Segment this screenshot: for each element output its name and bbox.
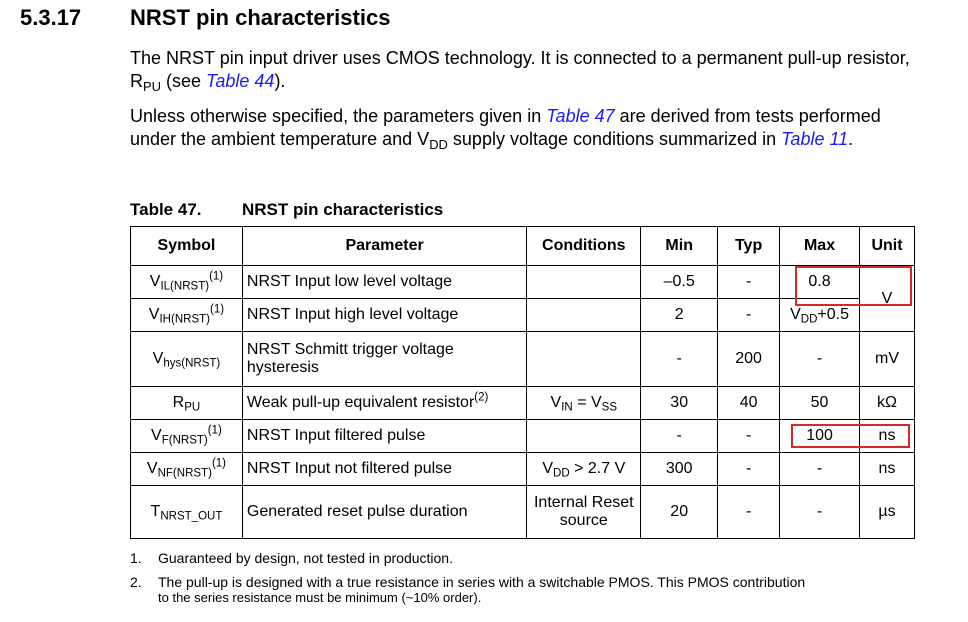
paragraph-conditions: Unless otherwise specified, the parameters given in Table 47 are derived from tests performed under the ambient temperature and $V_{DD}$ supply voltage conditions summarized in Table 11. — [130, 106, 881, 152]
cell-typ: - — [718, 266, 780, 299]
header-max: Max — [780, 227, 860, 266]
link-table-47[interactable]: Table 47 — [546, 106, 615, 126]
section-number: 5.3.17 — [20, 5, 82, 30]
cell-typ: - — [718, 420, 780, 453]
cell-parameter: NRST Schmitt trigger voltage hysteresis — [242, 332, 526, 387]
table-caption-number: Table 47. — [130, 200, 202, 219]
cell-parameter: NRST Input not filtered pulse — [242, 453, 526, 486]
footnote-1: 1. Guaranteed by design, not tested in production. — [130, 550, 453, 566]
cell-max: $V_{DD}+0.5$ — [780, 299, 860, 332]
header-unit: Unit — [860, 227, 915, 266]
cell-unit: ns — [860, 420, 915, 453]
cell-symbol: $V_{hys(NRST)}$ — [131, 332, 243, 387]
cell-parameter: Generated reset pulse duration — [242, 486, 526, 539]
footnote-2: 2. The pull-up is designed with a true resistance in series with a switchable PMOS. This PMOS contribution to the series resistance must be minimum (~10% order). — [130, 574, 806, 605]
cell-unit: µs — [860, 486, 915, 539]
cell-symbol: $V_{IL(NRST)}^{(1)}$ — [131, 266, 243, 299]
cell-min: - — [641, 420, 718, 453]
link-table-44[interactable]: Table 44 — [206, 71, 275, 91]
cell-min: - — [641, 332, 718, 387]
cell-symbol: $V_{IH(NRST)}^{(1)}$ — [131, 299, 243, 332]
cell-symbol: $V_{F(NRST)}^{(1)}$ — [131, 420, 243, 453]
cell-parameter: NRST Input filtered pulse — [242, 420, 526, 453]
header-min: Min — [641, 227, 718, 266]
cell-conditions — [527, 420, 641, 453]
cell-conditions: $V_{DD} > 2.7$ V — [527, 453, 641, 486]
cell-typ: - — [718, 486, 780, 539]
cell-symbol: $R_{PU}$ — [131, 387, 243, 420]
table-row — [131, 486, 915, 539]
cell-typ: - — [718, 453, 780, 486]
header-typ: Typ — [718, 227, 780, 266]
cell-max: - — [780, 332, 860, 387]
cell-max: - — [780, 486, 860, 539]
cell-typ: 200 — [718, 332, 780, 387]
footnotes — [130, 550, 930, 613]
cell-unit: mV — [860, 332, 915, 387]
header-symbol: Symbol — [131, 227, 243, 266]
cell-min: 20 — [641, 486, 718, 539]
cell-max: 100 — [780, 420, 860, 453]
cell-unit: V — [860, 266, 915, 332]
cell-parameter: Weak pull-up equivalent resistor$^{(2)}$ — [242, 387, 526, 420]
header-conditions: Conditions — [527, 227, 641, 266]
cell-typ: - — [718, 299, 780, 332]
section-title: NRST pin characteristics — [130, 5, 391, 30]
highlight-box-filtered-pulse — [791, 424, 910, 448]
cell-unit: ns — [860, 453, 915, 486]
cell-symbol: $T_{NRST\_OUT}$ — [131, 486, 243, 539]
cell-min: 300 — [641, 453, 718, 486]
table-caption — [130, 200, 444, 220]
paragraph-intro: The NRST pin input driver uses CMOS technology. It is connected to a permanent pull-up resistor, $R_{PU}$ (see Table 44). — [130, 48, 910, 94]
cell-min: 2 — [641, 299, 718, 332]
cell-max: 0.8 — [780, 266, 860, 299]
table-row — [131, 453, 915, 486]
cell-parameter: NRST Input high level voltage — [242, 299, 526, 332]
cell-parameter: NRST Input low level voltage — [242, 266, 526, 299]
table-row — [131, 332, 915, 387]
cell-conditions — [527, 332, 641, 387]
table-header-row — [131, 227, 915, 266]
cell-conditions: Internal Reset source — [527, 486, 641, 539]
cell-max: - — [780, 453, 860, 486]
highlight-box-max-voltage — [795, 266, 912, 306]
cell-min: –0.5 — [641, 266, 718, 299]
header-parameter: Parameter — [242, 227, 526, 266]
cell-max: 50 — [780, 387, 860, 420]
cell-conditions — [527, 299, 641, 332]
table-caption-name: NRST pin characteristics — [242, 200, 444, 219]
cell-min: 30 — [641, 387, 718, 420]
cell-unit: kΩ — [860, 387, 915, 420]
cell-typ: 40 — [718, 387, 780, 420]
table-row — [131, 387, 915, 420]
cell-conditions — [527, 266, 641, 299]
link-table-11[interactable]: Table 11 — [781, 129, 849, 149]
cell-symbol: $V_{NF(NRST)}^{(1)}$ — [131, 453, 243, 486]
cell-conditions: $V_{IN} = V_{SS}$ — [527, 387, 641, 420]
